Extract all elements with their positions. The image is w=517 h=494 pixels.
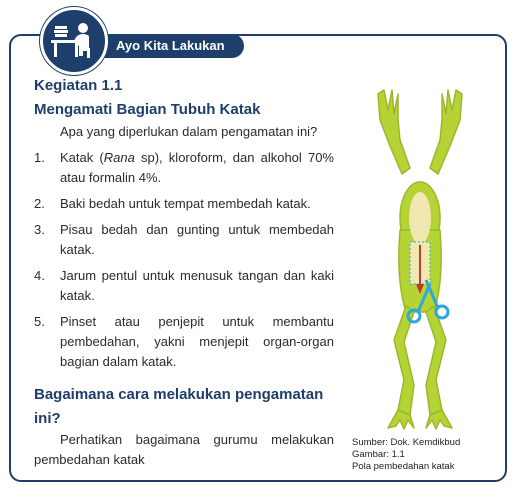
list-number: 4. — [34, 268, 45, 283]
list-item: 3. Pisau bedah dan gunting untuk membedah katak. — [34, 222, 334, 257]
list-number: 3. — [34, 222, 45, 237]
materials-question: Apa yang diperlukan dalam pengamatan ini? — [60, 124, 318, 139]
figure-caption — [352, 437, 460, 473]
list-item: 4. Jarum pentul untuk menusuk tangan dan kaki katak. — [34, 268, 334, 303]
student-at-desk-icon — [40, 7, 108, 75]
figure-label: Gambar: 1.1 — [352, 449, 405, 460]
figure-source: Sumber: Dok. Kemdikbud — [352, 437, 461, 448]
list-number: 1. — [34, 150, 45, 165]
figure-caption-text: Pola pembedahan katak — [352, 461, 455, 472]
procedure-heading: Bagaimana cara melakukan pengamatan ini? — [34, 386, 324, 427]
materials-list — [34, 148, 334, 378]
list-number: 5. — [34, 314, 45, 329]
list-item: 1. Katak (Rana sp), kloroform, dan alkohol 70% atau formalin 4%. — [34, 150, 334, 185]
frog-dissection-illustration — [370, 80, 470, 430]
procedure-text: Perhatikan bagaimana gurumu melakukan pembedahan katak — [34, 432, 334, 467]
activity-title: Mengamati Bagian Tubuh Katak — [34, 101, 261, 118]
list-item: 2. Baki bedah untuk tempat membedah katak. — [34, 194, 334, 214]
list-item: 5. Pinset atau penjepit untuk membantu pembedahan, yakni menjepit organ-organ bagian dalam katak. — [34, 314, 334, 369]
list-number: 2. — [34, 196, 45, 211]
section-tab-title: Ayo Kita Lakukan — [116, 38, 225, 53]
activity-number: Kegiatan 1.1 — [34, 77, 123, 94]
